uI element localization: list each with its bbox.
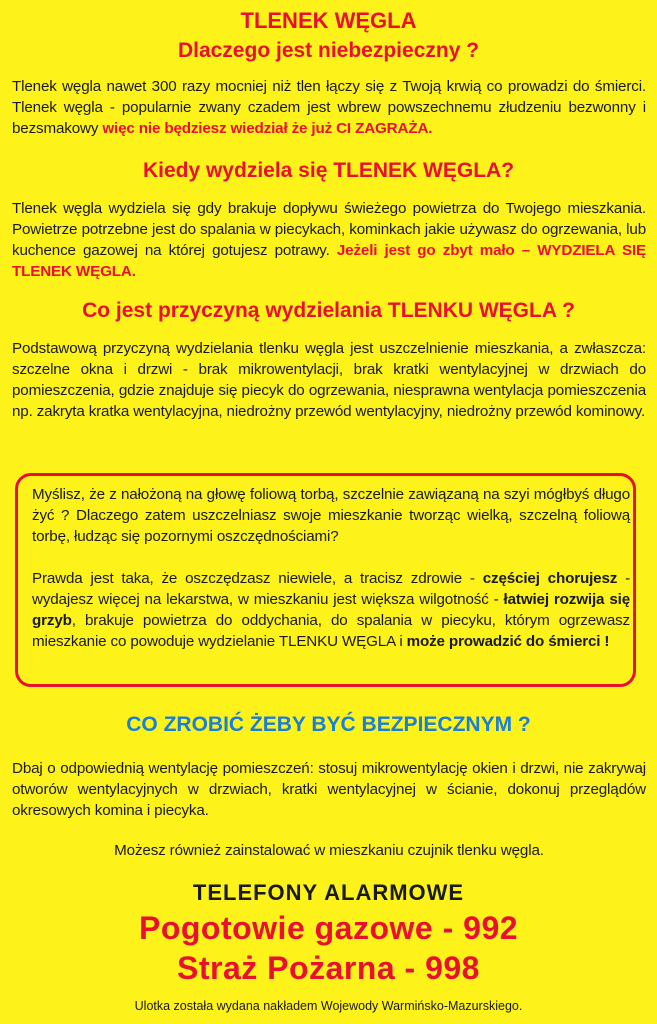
section1-text: [12, 76, 646, 139]
page-title: TLENEK WĘGLA: [240, 8, 417, 33]
section3-heading: Co jest przyczyną wydzielania TLENKU WĘGLA ?: [82, 299, 575, 322]
box-emphasis-c: może prowadzić do śmierci !: [406, 633, 610, 650]
safety-heading: CO ZROBIĆ ŻEBY BYĆ BEZPIECZNYM ?: [126, 713, 531, 736]
box-paragraph-1: Myślisz, że z nałożoną na głowę foliową torbą, szczelnie zawiązaną na szyi mógłbyś długo żyć ? Dlaczego zatem uszczelniasz swoje mieszkanie tworząc wielką, szczelną foliową torbę, łudząc się pozornymi oszczędnościami?: [32, 486, 630, 545]
section1-heading: Dlaczego jest niebezpieczny ?: [177, 39, 480, 62]
section2-body: Tlenek węgla wydziela się gdy brakuje dopływu świeżego powietrza do Twojego mieszkania. Powietrze potrzebne jest do spalania w piecykach, kominkach jakie używasz do ogrzewania, lub kuchence gazowej na której gotujesz potrawy.: [12, 200, 646, 259]
sensor-note: Możesz również zainstalować w mieszkaniu czujnik tlenku węgla.: [114, 842, 544, 859]
box-paragraph-2: [32, 568, 630, 652]
box-emphasis-b: łatwiej rozwija się grzyb: [32, 591, 630, 629]
section2-warning: Jeżeli jest go zbyt mało – WYDZIELA SIĘ TLENEK WĘGLA.: [12, 242, 646, 280]
box-text-a: Prawda jest taka, że oszczędzasz niewiele, a tracisz zdrowie -: [32, 570, 483, 587]
section2-heading: Kiedy wydziela się TLENEK WĘGLA?: [142, 159, 515, 182]
phones-heading: TELEFONY ALARMOWE: [192, 880, 465, 905]
safety-text: Dbaj o odpowiednią wentylację pomieszczeń: stosuj mikrowentylację okien i drzwi, nie zakrywaj otworów wentylacyjnych w drzwiach, kratki wentylacyjnej w ścianie, dokonuj przeglądów okresowych komina i piecyka.: [12, 760, 646, 819]
phone-gas: Pogotowie gazowe - 992: [138, 910, 519, 946]
section2-text: [12, 198, 646, 282]
phone-fire: Straż Pożarna - 998: [177, 950, 480, 986]
box-emphasis-a: częściej chorujesz: [482, 570, 618, 587]
section3-text: Podstawową przyczyną wydzielania tlenku węgla jest uszczelnienie mieszkania, a zwłaszcza: szczelne okna i drzwi - brak mikrowentylacji, brak kratki wentylacyjnej w drzwiach do pomieszczenia, gdzie znajduje się piecyk do ogrzewania, niesprawna wentylacja pomieszczenia np. zakryta kratka wentylacyjna, niedrożny przewód wentylacyjny, niedrożny przewód kominowy.: [12, 340, 646, 420]
section1-warning: więc nie będziesz wiedział że już CI ZAGRAŻA.: [102, 120, 433, 137]
section1-body: Tlenek węgla nawet 300 razy mocniej niż tlen łączy się z Twoją krwią co prowadzi do śmierci. Tlenek węgla - popularnie zwany czadem jest wbrew powszechnemu złudzeniu bezwonny i bezsmakowy: [12, 78, 646, 137]
footer-note: Ulotka została wydana nakładem Wojewody Warmińsko-Mazurskiego.: [134, 999, 523, 1013]
box-text-b: - wydajesz więcej na lekarstwa, w mieszkaniu jest większa wilgotność -: [32, 570, 630, 608]
box-text-c: , brakuje powietrza do oddychania, do spalania w piecyku, którym ogrzewasz mieszkanie co powoduje wydzielanie TLENKU WĘGLA i: [32, 612, 630, 650]
